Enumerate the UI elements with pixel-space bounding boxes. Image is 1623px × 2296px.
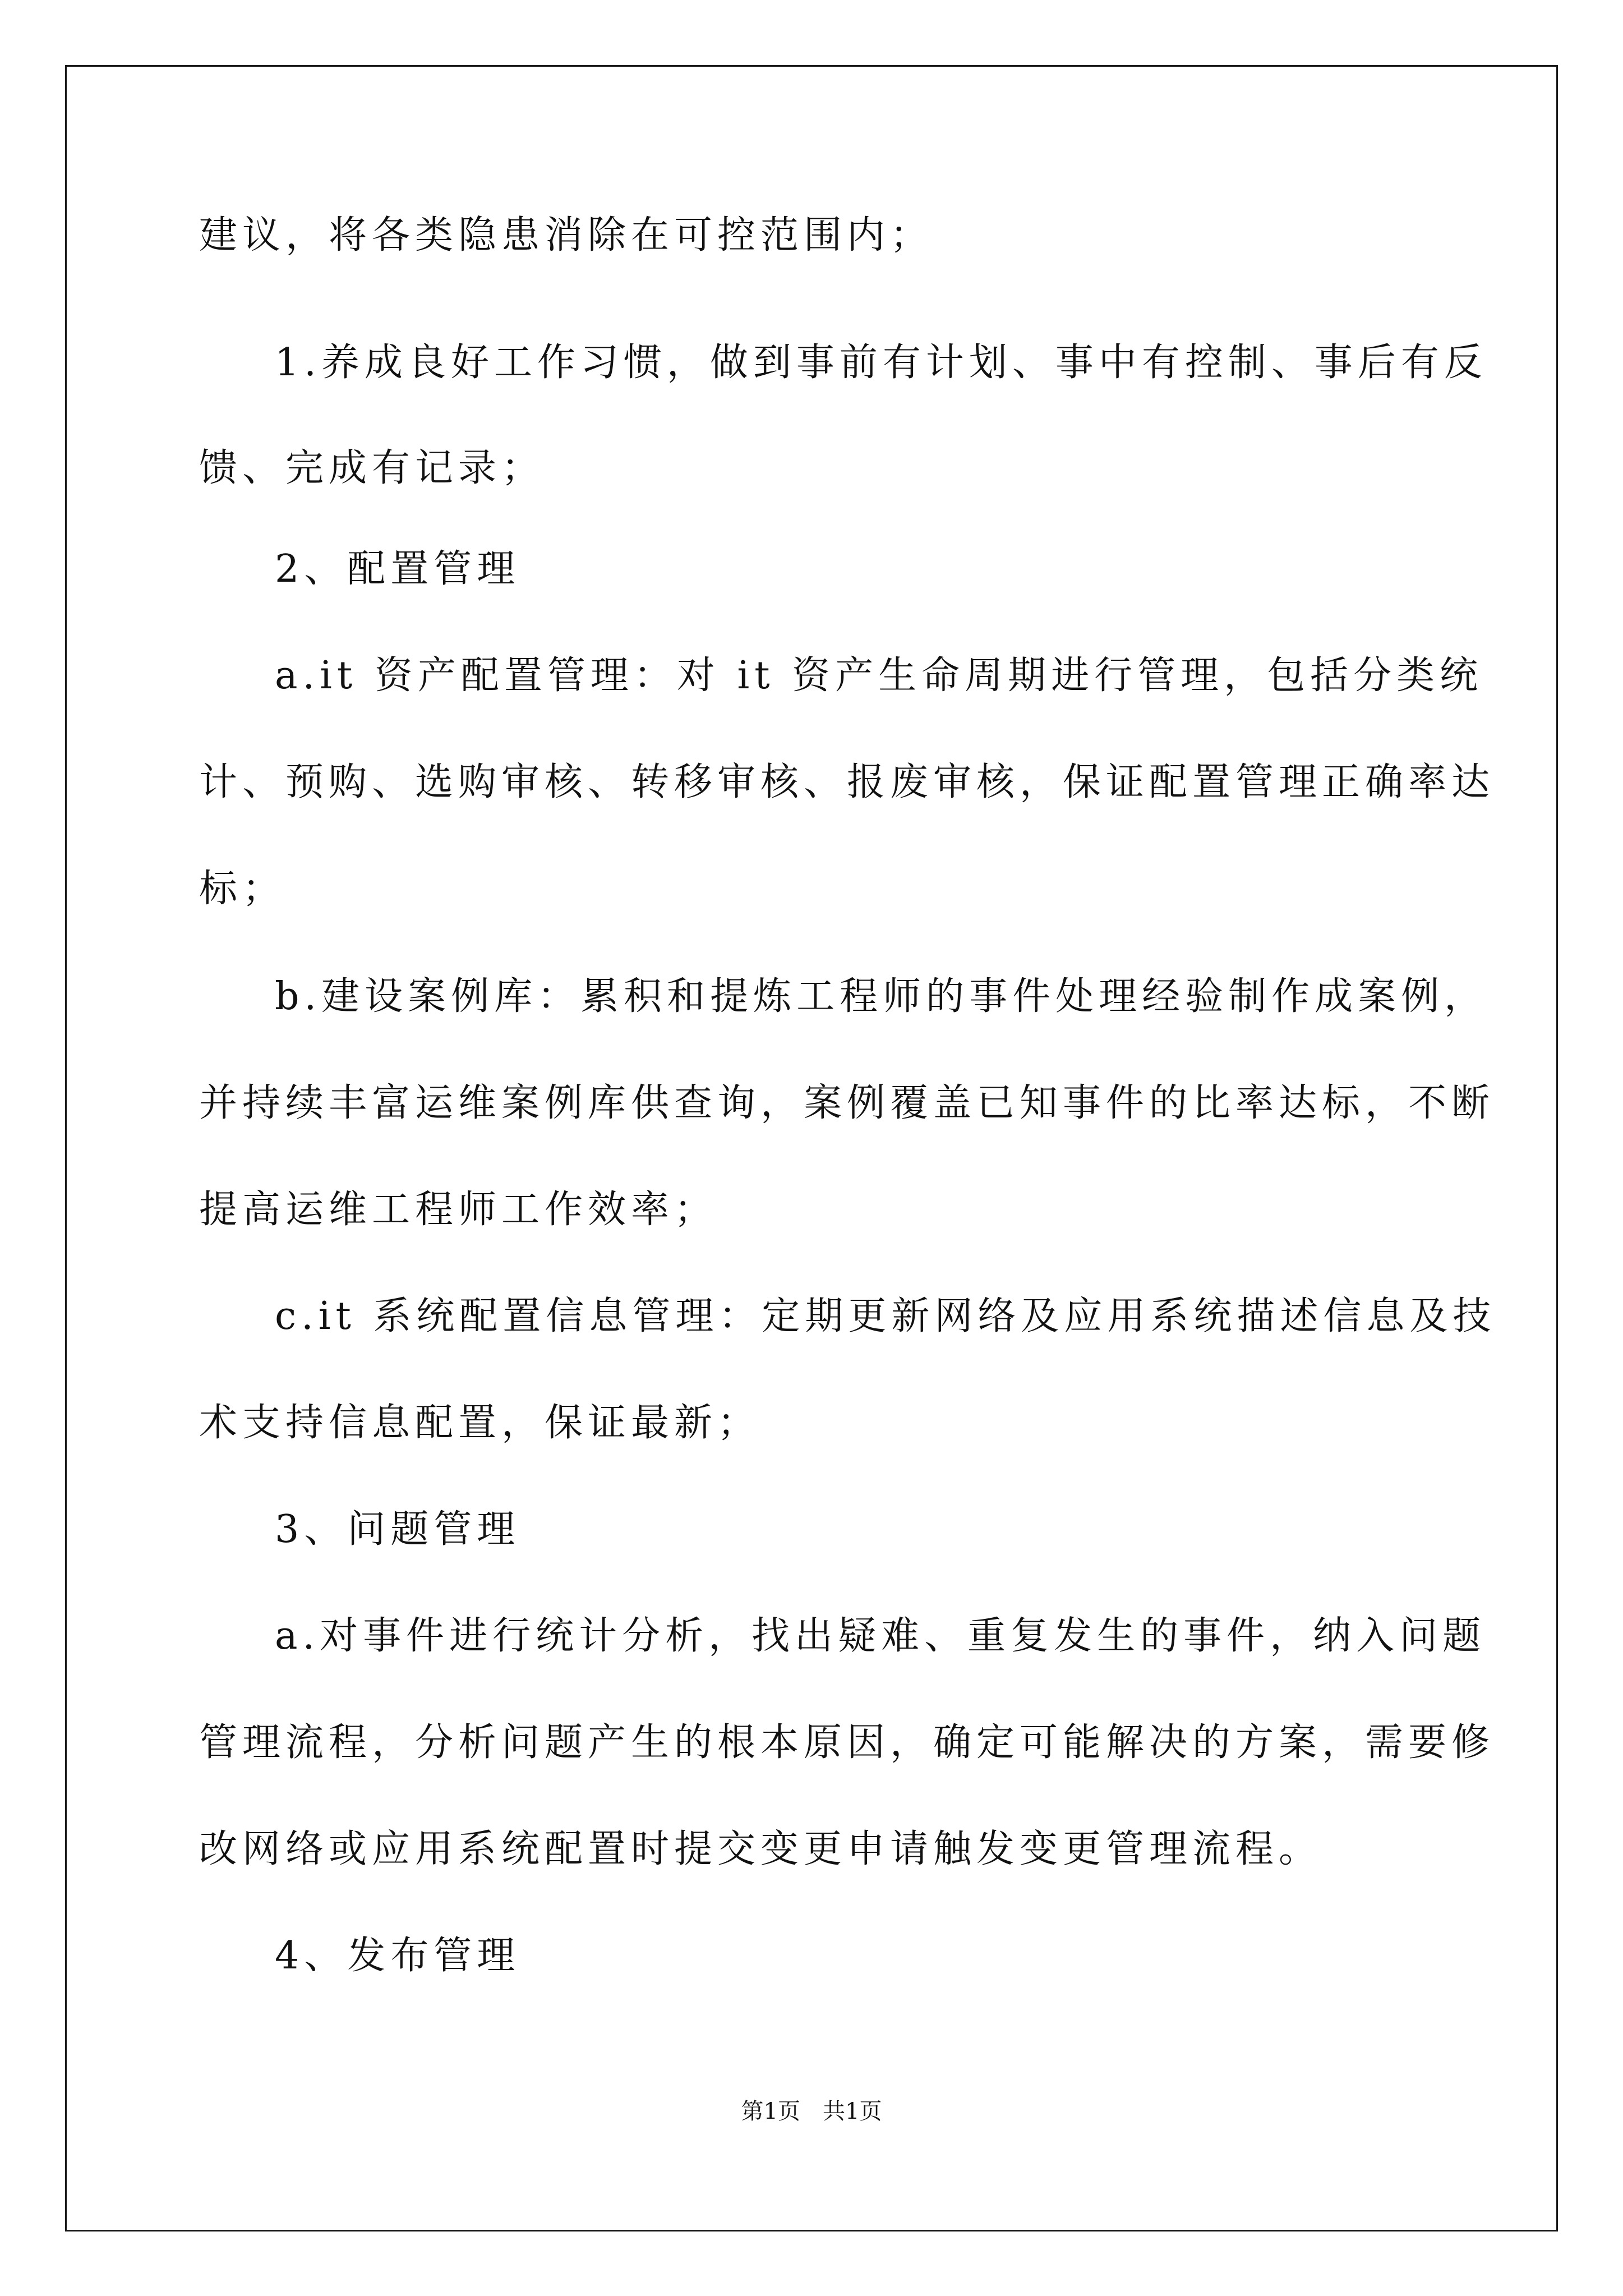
text-line: a.对事件进行统计分析，找出疑难、重复发生的事件，纳入问题 (275, 1614, 1486, 1658)
text-line: 术支持信息配置，保证最新； (199, 1401, 761, 1445)
section-heading: 4、发布管理 (275, 1934, 520, 1978)
text-line: 管理流程，分析问题产生的根本原因，确定可能解决的方案，需要修 (199, 1720, 1495, 1765)
text-line: 建议，将各类隐患消除在可控范围内； (199, 213, 934, 257)
text-line: 1.养成良好工作习惯，做到事前有计划、事中有控制、事后有反 (275, 341, 1487, 385)
text-line: 并持续丰富运维案例库供查询，案例覆盖已知事件的比率达标，不断 (199, 1081, 1495, 1125)
page-number-footer: 第1页 共1页 (741, 2099, 882, 2124)
text-line: 馈、完成有记录； (199, 446, 545, 490)
text-line: 提高运维工程师工作效率； (199, 1188, 718, 1232)
page-border (65, 65, 1558, 2231)
text-line: b.建设案例库：累积和提炼工程师的事件处理经验制作成案例， (275, 974, 1488, 1019)
section-heading: 2、配置管理 (275, 547, 520, 591)
text-line: 标； (199, 867, 286, 911)
text-line: 计、预购、选购审核、转移审核、报废审核，保证配置管理正确率达 (199, 760, 1495, 804)
text-line: a.it 资产配置管理：对 it 资产生命周期进行管理，包括分类统 (275, 654, 1483, 698)
text-line: 改网络或应用系统配置时提交变更申请触发变更管理流程。 (199, 1827, 1322, 1871)
text-line: c.it 系统配置信息管理：定期更新网络及应用系统描述信息及技 (275, 1294, 1496, 1338)
section-heading: 3、问题管理 (275, 1507, 520, 1552)
